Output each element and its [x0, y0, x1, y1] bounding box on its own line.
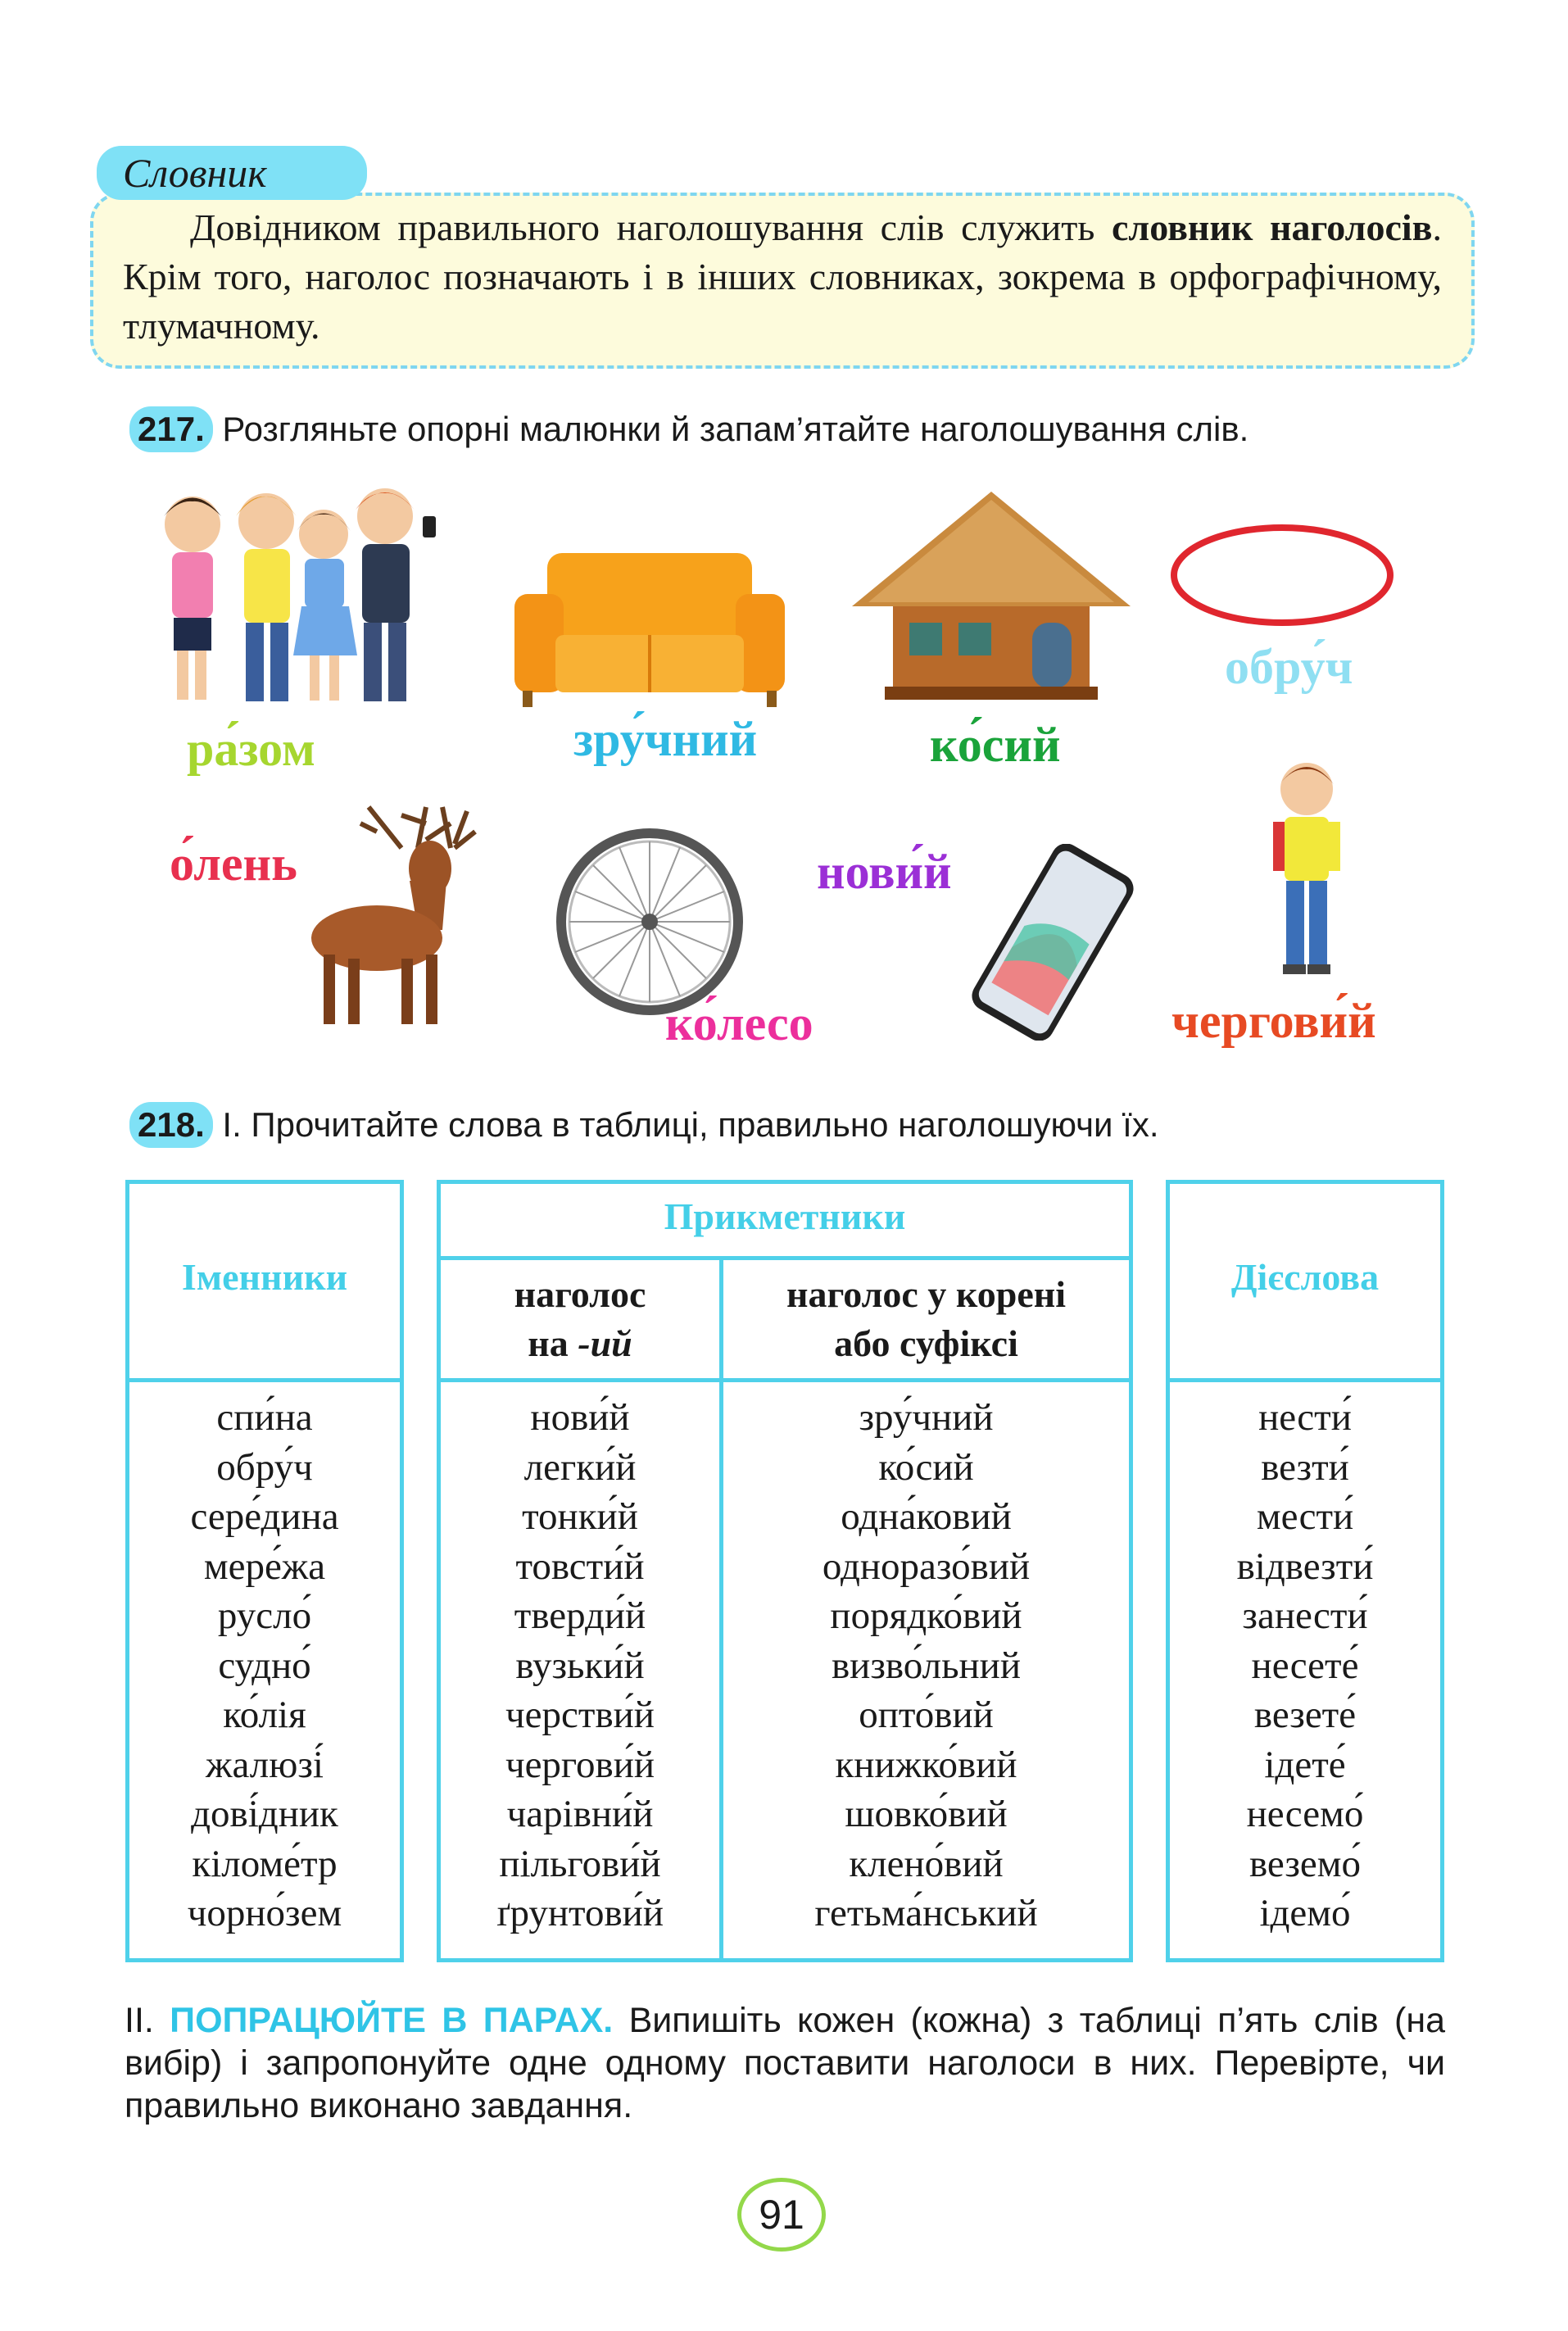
table-word: опто́вий: [859, 1694, 994, 1736]
table-word: чарівни́й: [506, 1793, 654, 1835]
table-divider-verbs: [1166, 1378, 1444, 1382]
table-word: гетьма́нський: [814, 1892, 1038, 1934]
header-adjectives: Прикметники: [664, 1195, 906, 1237]
verbs-list: [1170, 1393, 1440, 1939]
table-word: несемо́: [1246, 1793, 1364, 1835]
table-word: нови́й: [530, 1396, 630, 1439]
subheader-root-line2: або суфіксі: [834, 1322, 1018, 1364]
exercise-217-number: 217.: [129, 406, 213, 452]
subheader-ending-prefix: на: [528, 1322, 578, 1364]
kid-3: [293, 510, 357, 701]
dictionary-text-bold: словник наголосів: [1111, 206, 1433, 248]
table-word: клено́вий: [849, 1842, 1004, 1885]
table-word: спи́на: [216, 1396, 313, 1439]
table-word: чорно́зем: [187, 1892, 342, 1934]
subheader-ending-line1: наголос: [514, 1273, 646, 1315]
boy-image: [1262, 758, 1352, 979]
word-razom-text: ра́зом: [187, 722, 315, 776]
header-nouns: Іменники: [181, 1256, 348, 1298]
table-divider-adjectives: [437, 1378, 1133, 1382]
table-word: нести́: [1258, 1396, 1352, 1439]
exercise-218-heading: [129, 1102, 1159, 1148]
table-word: веземо́: [1249, 1842, 1362, 1885]
table-word: тонки́й: [522, 1495, 638, 1538]
exercise-218-number: 218.: [129, 1102, 213, 1148]
table-word: дові́дник: [191, 1793, 338, 1835]
hoop-image: [1167, 520, 1397, 631]
subheader-root-stress: [723, 1270, 1129, 1368]
subheader-ending-suffix: -ий: [578, 1322, 632, 1364]
table-word: занести́: [1242, 1594, 1368, 1637]
table-word: ідемо́: [1259, 1892, 1351, 1934]
word-kosyi-text: ко́сий: [930, 718, 1061, 772]
word-obruch-text: обру́ч: [1225, 640, 1353, 694]
table-word: пільгови́й: [499, 1842, 661, 1885]
table-word: несете́: [1251, 1644, 1359, 1687]
word-razom: [187, 721, 315, 778]
table-word: ґрунтови́й: [496, 1892, 664, 1934]
table-word: везти́: [1261, 1445, 1349, 1489]
table-word: кіломе́тр: [192, 1842, 338, 1885]
word-novyi-text: нови́й: [817, 845, 952, 899]
table-word: сере́дина: [190, 1495, 339, 1538]
table-word: ко́сий: [878, 1445, 974, 1489]
word-chergovyi-text: чергови́й: [1171, 994, 1376, 1048]
hut-image: [852, 492, 1131, 705]
table-word: одна́ковий: [841, 1495, 1012, 1538]
exercise-218-text: І. Прочитайте слова в таблиці, правильно наголошуючи їх.: [222, 1105, 1159, 1144]
word-chergovyi: [1171, 993, 1376, 1050]
nouns-list: [129, 1393, 400, 1939]
task-2-paragraph: [125, 1999, 1445, 2127]
exercise-217-text: Розгляньте опорні малюнки й запам’ятайте наголошування слів.: [222, 410, 1249, 448]
table-word: черстви́й: [505, 1694, 655, 1736]
table-word: книжко́вий: [835, 1743, 1017, 1786]
table-word: ко́лія: [223, 1694, 306, 1736]
table-word: жалюзі́: [206, 1743, 324, 1786]
table-word: зру́чний: [859, 1396, 994, 1439]
table-word: відвезти́: [1236, 1544, 1374, 1588]
kids-image: [147, 483, 459, 713]
dictionary-text-part1: Довідником правильного наголошування слів служить: [190, 206, 1095, 248]
word-zruchnyi-text: зру́чний: [573, 712, 758, 766]
dictionary-text-part2: . Крім того, наголос позначають і в інших словниках, зокрема в орфографічному, тлумачному.: [123, 206, 1443, 347]
smartphone-image: [963, 844, 1143, 1041]
adjectives-root-list: [723, 1393, 1129, 1939]
table-word: русло́: [217, 1594, 312, 1637]
table-word: товсти́й: [515, 1544, 645, 1588]
table-word: везете́: [1253, 1694, 1357, 1736]
adjectives-ending-list: [441, 1393, 719, 1939]
kid-2: [236, 493, 297, 701]
kid-1: [164, 497, 221, 700]
table-word: мере́жа: [203, 1544, 326, 1588]
table-word: чергови́й: [505, 1743, 655, 1786]
word-obruch: [1225, 639, 1353, 696]
sofa-image: [514, 545, 785, 709]
word-koleso-text: ко́лесо: [665, 996, 813, 1050]
table-divider-nouns: [125, 1378, 404, 1382]
dictionary-tag: Словник: [97, 146, 367, 200]
kid-4: [356, 488, 436, 701]
table-word: ідете́: [1264, 1743, 1346, 1786]
task-2-text: Випишіть кожен (кожна) з таблиці п’ять слів (на вибір) і запропонуйте одне одному поставити наголоси в них. Перевірте, чи правильно виконано завдання.: [125, 2001, 1445, 2125]
table-word: одноразо́вий: [822, 1544, 1031, 1588]
table-word: легки́й: [523, 1445, 637, 1489]
task-2-prefix: ІІ.: [125, 2001, 170, 2040]
table-word: шовко́вий: [845, 1793, 1008, 1835]
wheel-image: [555, 828, 744, 1016]
subheader-ending-stress: [441, 1270, 719, 1368]
table-word: мести́: [1256, 1495, 1354, 1538]
page-number: 91: [737, 2178, 826, 2252]
word-kosyi: [930, 717, 1061, 773]
word-novyi: [817, 844, 952, 900]
table-word: вузьки́й: [515, 1644, 645, 1687]
word-zruchnyi: [573, 711, 757, 768]
deer-image: [279, 799, 508, 1028]
table-word: обру́ч: [216, 1445, 313, 1489]
word-koleso: [665, 995, 813, 1052]
exercise-217-heading: [129, 406, 1249, 452]
subheader-ending-line2: [441, 1319, 719, 1368]
dictionary-text: [123, 203, 1442, 351]
header-verbs: Дієслова: [1230, 1256, 1380, 1298]
subheader-root-line1: наголос у корені: [786, 1273, 1067, 1315]
table-word: тверди́й: [514, 1594, 646, 1637]
table-word: визво́льний: [831, 1644, 1021, 1687]
table-subheader-divider: [437, 1256, 1133, 1260]
table-word: судно́: [218, 1644, 311, 1687]
table-word: порядко́вий: [830, 1594, 1022, 1637]
word-olen-text: о́лень: [170, 837, 297, 891]
task-2-highlight: ПОПРАЦЮЙТЕ В ПАРАХ.: [170, 2001, 614, 2040]
